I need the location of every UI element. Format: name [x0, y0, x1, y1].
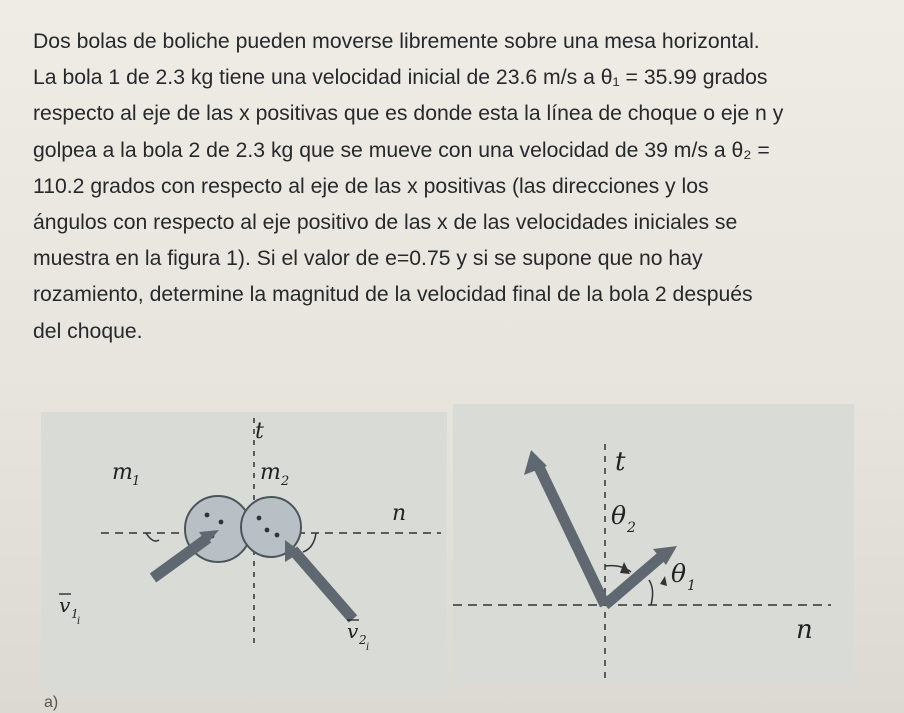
- velocity-1-subsubscript: i: [77, 616, 81, 627]
- problem-line: rozamiento, determine la magnitud de la velocidad final de la bola 2 después: [33, 283, 753, 307]
- diagram-panel: [41, 412, 447, 694]
- problem-line: muestra en la figura 1). Si el valor de e=0.75 y si se supone que no hay: [33, 247, 703, 271]
- theta-2-label: θ: [611, 501, 627, 530]
- velocity-2-subscript: 2: [359, 633, 367, 647]
- ball-2-hole: [265, 528, 270, 533]
- theta-1-subscript: 1: [687, 578, 696, 594]
- ball-1-hole: [205, 513, 210, 518]
- velocity-2-subsubscript: i: [366, 642, 370, 653]
- problem-line: golpea a la bola 2 de 2.3 kg que se mueve con una velocidad de 39 m/s a θ₂ =: [33, 138, 770, 162]
- problem-statement: [33, 24, 883, 350]
- problem-line: del choque.: [33, 319, 143, 343]
- collision-diagram: [41, 412, 447, 694]
- theta-2-subscript: 2: [627, 520, 636, 536]
- mass-1-label: m: [112, 460, 133, 485]
- problem-line: La bola 1 de 2.3 kg tiene una velocidad inicial de 23.6 m/s a θ₁ = 35.99 grados: [33, 66, 768, 90]
- ball-2-hole: [257, 516, 262, 521]
- n-axis-label: n: [796, 615, 813, 645]
- velocity-1-subscript: 1: [71, 607, 79, 621]
- problem-line: Dos bolas de boliche pueden moverse libremente sobre una mesa horizontal.: [33, 30, 760, 53]
- mass-2-subscript: 2: [281, 474, 290, 489]
- ball-2-hole: [275, 533, 280, 538]
- angle-diagram: [453, 404, 854, 684]
- theta-1-label: θ: [671, 559, 687, 588]
- diagram-panel: [453, 404, 854, 684]
- t-axis-label: t: [255, 419, 264, 444]
- velocity-2-label: v: [347, 619, 359, 643]
- mass-2-label: m: [260, 460, 281, 485]
- figure-caption: a): [44, 694, 59, 711]
- mass-1-subscript: 1: [132, 474, 141, 489]
- problem-line: respecto al eje de las x positivas que es donde esta la línea de choque o eje n y: [33, 102, 784, 126]
- velocity-1-label: v: [59, 593, 71, 617]
- n-axis-label: n: [392, 501, 407, 526]
- problem-line: ángulos con respecto al eje positivo de las x de las velocidades iniciales se: [33, 211, 738, 235]
- t-axis-label: t: [615, 447, 626, 477]
- problem-line: 110.2 grados con respecto al eje de las x positivas (las direcciones y los: [33, 174, 709, 198]
- ball-1-hole: [219, 520, 224, 525]
